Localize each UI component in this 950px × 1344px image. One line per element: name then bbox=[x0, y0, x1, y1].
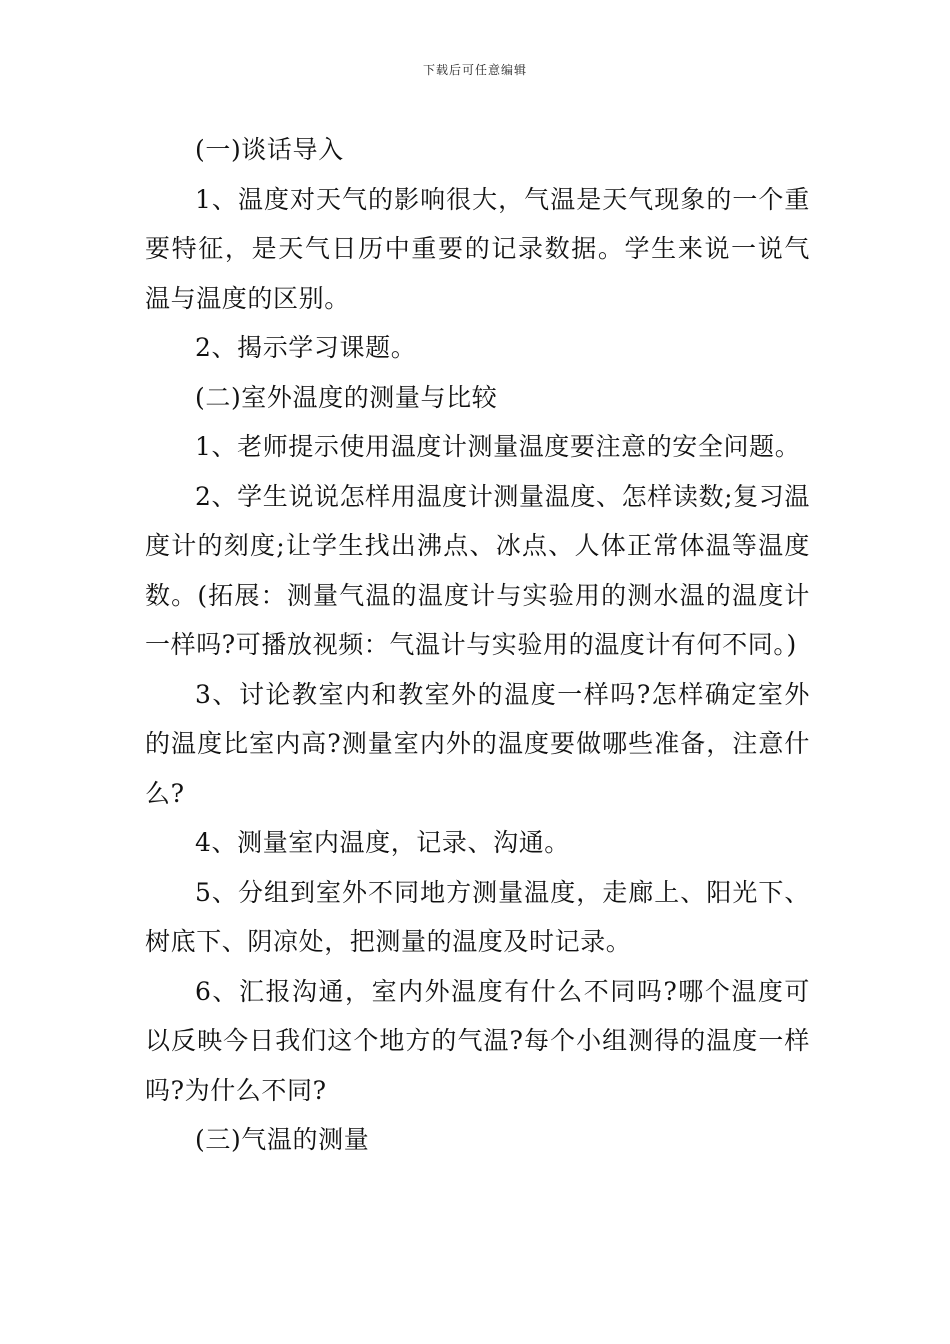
paragraph-2-1: 1、老师提示使用温度计测量温度要注意的安全问题。 bbox=[195, 432, 801, 461]
section-heading-2: (二)室外温度的测量与比较 bbox=[195, 382, 498, 412]
paragraph-2-2: 2、学生说说怎样用温度计测量温度、怎样读数;复习温度计的刻度;让学生找出沸点、冰点、人体正常体温等温度数。(拓展：测量气温的温度计与实验用的测水温的温度计一样吗?可播放视频：气温计与实验用的温度计有何不同。) bbox=[145, 481, 810, 659]
section-heading-1: (一)谈话导入 bbox=[195, 135, 344, 164]
section-heading-3: (三)气温的测量 bbox=[195, 1125, 370, 1154]
paragraph-2-4: 4、测量室内温度，记录、沟通。 bbox=[195, 828, 570, 857]
paragraph-2-5: 5、分组到室外不同地方测量温度，走廊上、阳光下、树底下、阴凉处，把测量的温度及时记录。 bbox=[145, 877, 810, 956]
document-body bbox=[145, 125, 810, 1165]
paragraph-2-6: 6、汇报沟通，室内外温度有什么不同吗?哪个温度可以反映今日我们这个地方的气温?每个小组测得的温度一样吗?为什么不同? bbox=[145, 976, 810, 1105]
page-header: 下载后可任意编辑 bbox=[422, 63, 527, 77]
paragraph-1-2: 2、揭示学习课题。 bbox=[195, 333, 417, 362]
paragraph-2-3: 3、讨论教室内和教室外的温度一样吗?怎样确定室外的温度比室内高?测量室内外的温度要做哪些准备，注意什么? bbox=[145, 679, 810, 808]
paragraph-1-1: 1、温度对天气的影响很大，气温是天气现象的一个重要特征，是天气日历中重要的记录数据。学生来说一说气温与温度的区别。 bbox=[145, 184, 810, 313]
